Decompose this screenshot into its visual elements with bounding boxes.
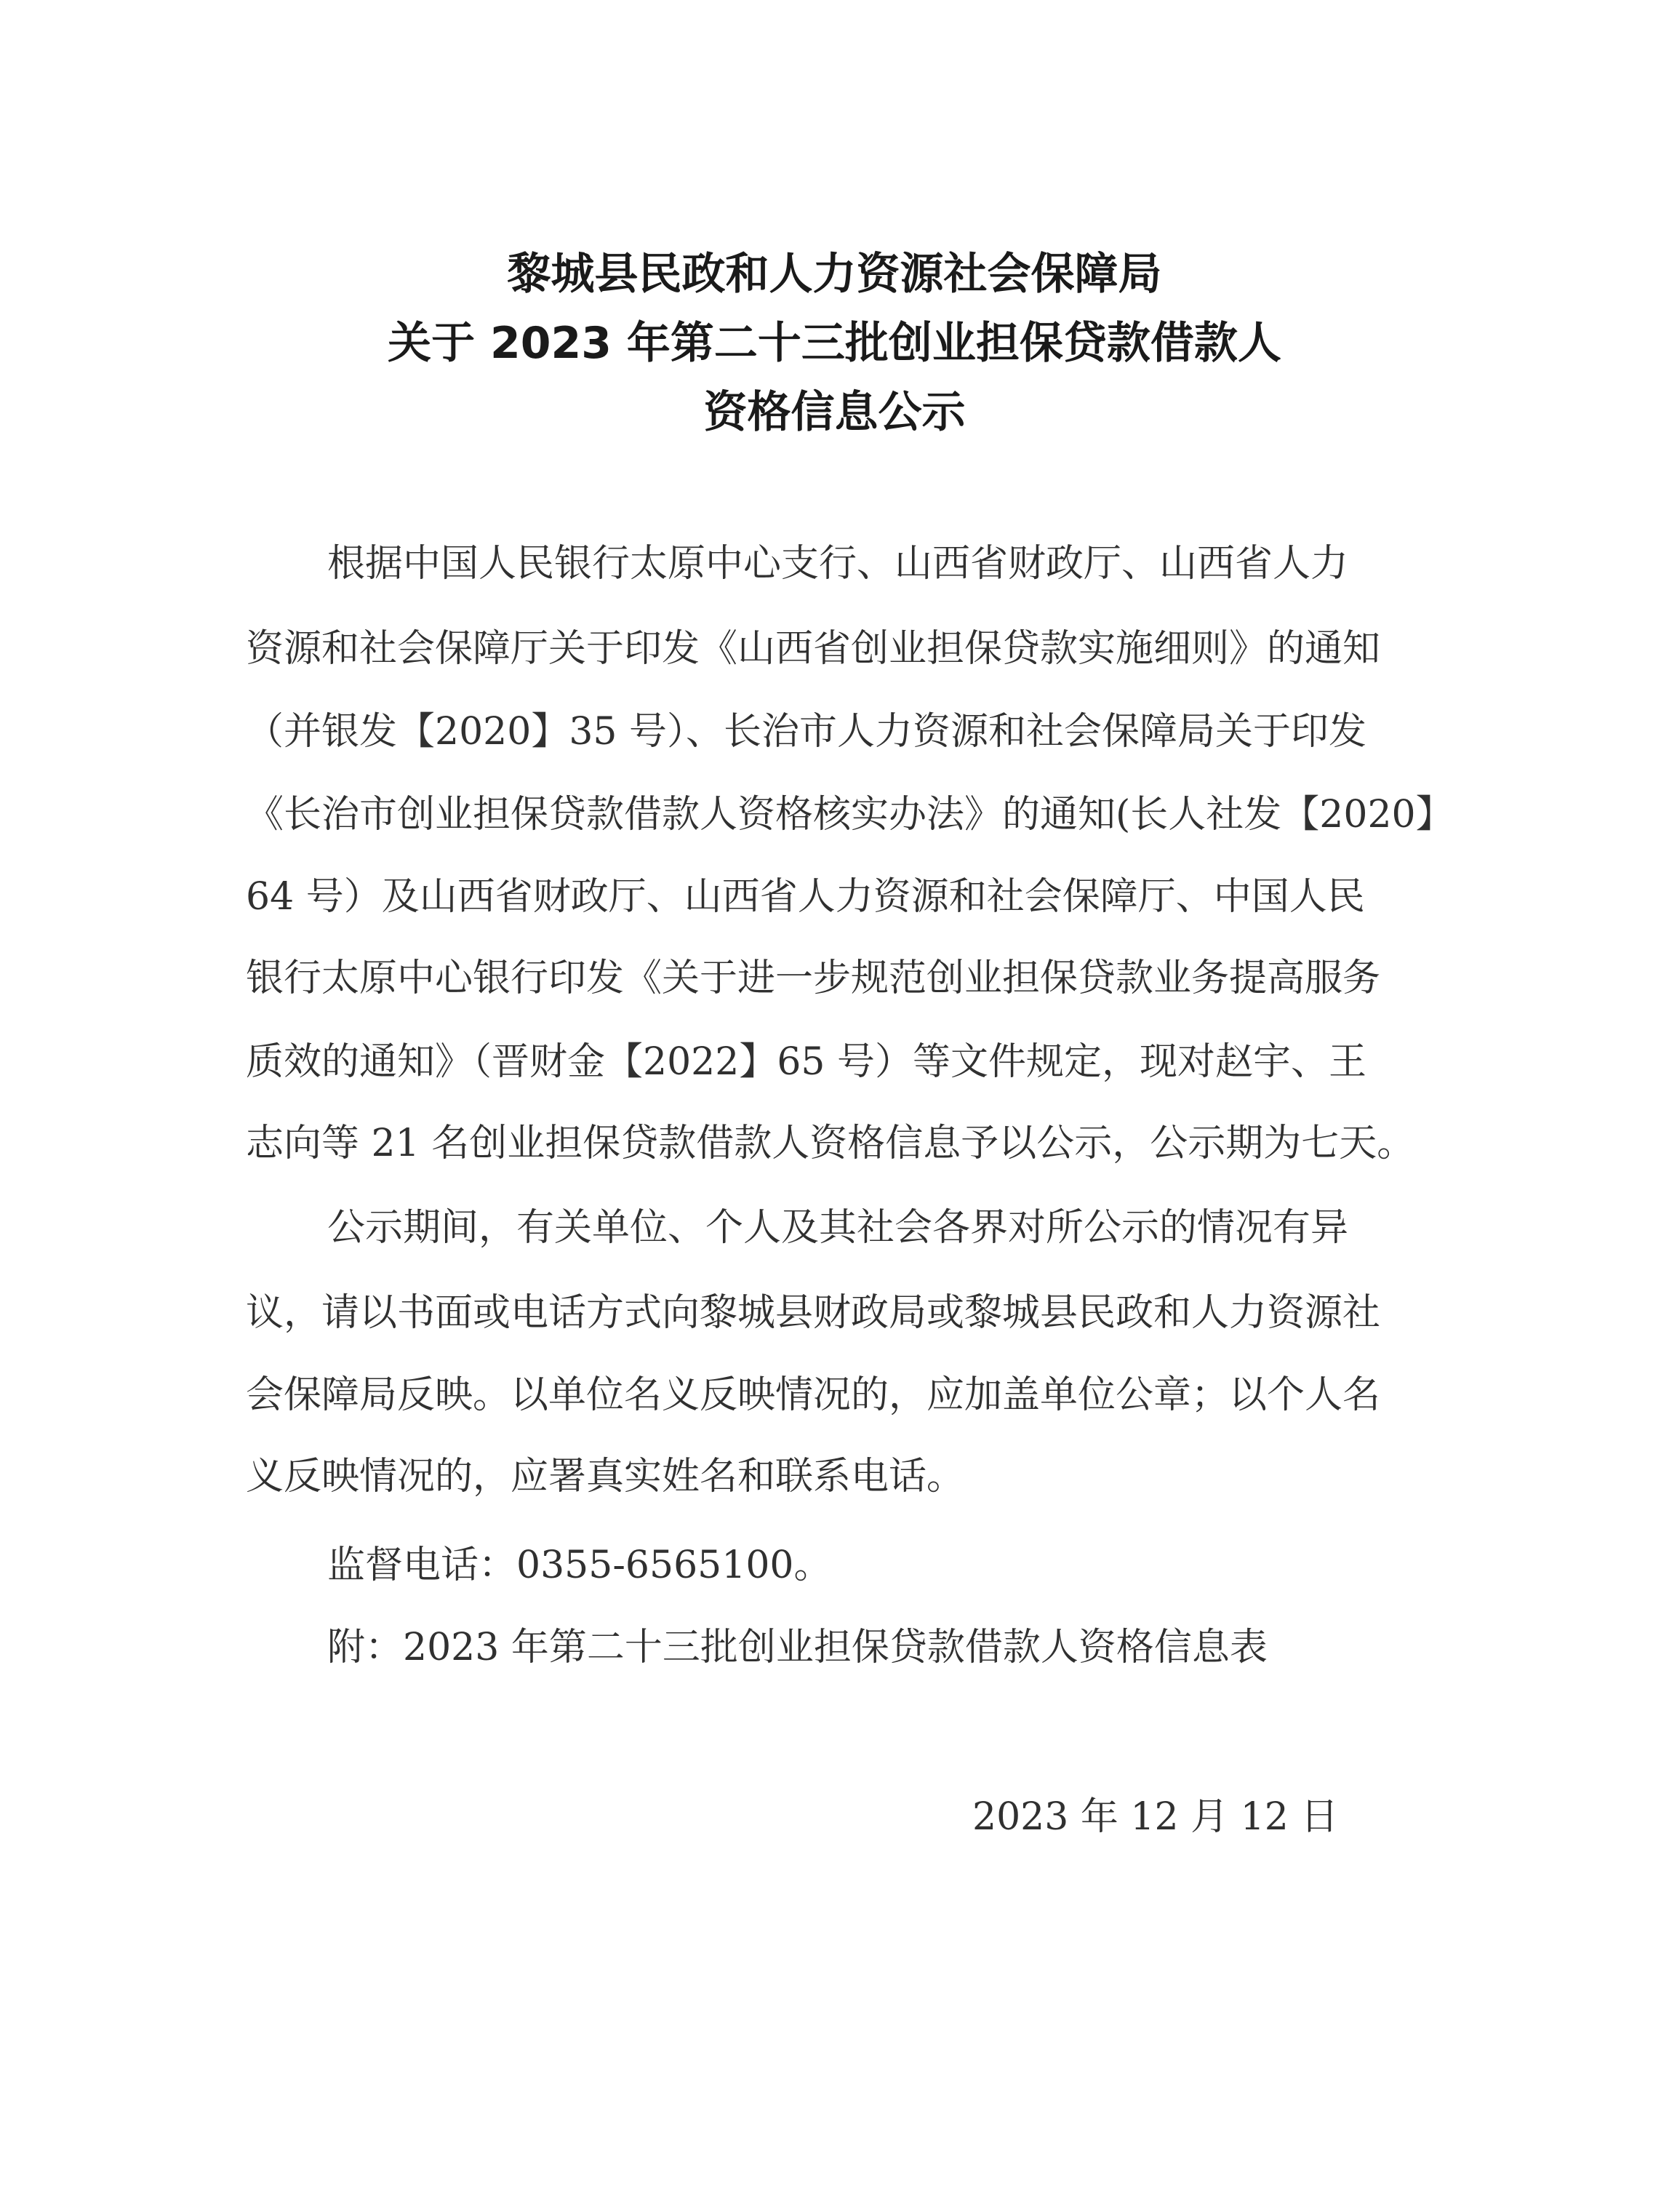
paragraph1-line: 根据中国人民银行太原中心支行、山西省财政厅、山西省人力 [327,542,1349,586]
supervision-phone: 监督电话：0355-6565100。 [327,1544,832,1587]
paragraph1-line: 《长治市创业担保贷款借款人资格核实办法》的通知(长人社发【2020】 [246,793,1454,837]
paragraph2-line: 义反映情况的，应署真实姓名和联系电话。 [246,1455,965,1498]
paragraph1-line: （并银发【2020】35 号）、长治市人力资源和社会保障局关于印发 [246,710,1367,754]
paragraph2-line: 会保障局反映。以单位名义反映情况的，应加盖单位公章；以个人名 [246,1373,1381,1417]
title-line-subject: 关于 2023 年第二十三批创业担保贷款借款人 [388,318,1281,369]
paragraph1-line: 质效的通知》（晋财金【2022】65 号）等文件规定，现对赵宇、王 [246,1040,1367,1084]
attachment-note: 附：2023 年第二十三批创业担保贷款借款人资格信息表 [327,1626,1268,1669]
title-line-issuer: 黎城县民政和人力资源社会保障局 [507,249,1162,300]
document-date: 2023 年 12 月 12 日 [972,1795,1339,1839]
paragraph1-line: 资源和社会保障厅关于印发《山西省创业担保贷款实施细则》的通知 [246,627,1381,671]
paragraph1-line: 志向等 21 名创业担保贷款借款人资格信息予以公示，公示期为七天。 [246,1122,1415,1165]
paragraph1-line: 银行太原中心银行印发《关于进一步规范创业担保贷款业务提高服务 [246,957,1381,1000]
document-title [0,240,1669,447]
title-line-topic: 资格信息公示 [703,387,966,438]
paragraph1-line: 64 号）及山西省财政厅、山西省人力资源和社会保障厅、中国人民 [246,875,1365,919]
paragraph2-line: 议，请以书面或电话方式向黎城县财政局或黎城县民政和人力资源社 [246,1291,1381,1335]
paragraph2-line: 公示期间，有关单位、个人及其社会各界对所公示的情况有异 [327,1206,1349,1250]
